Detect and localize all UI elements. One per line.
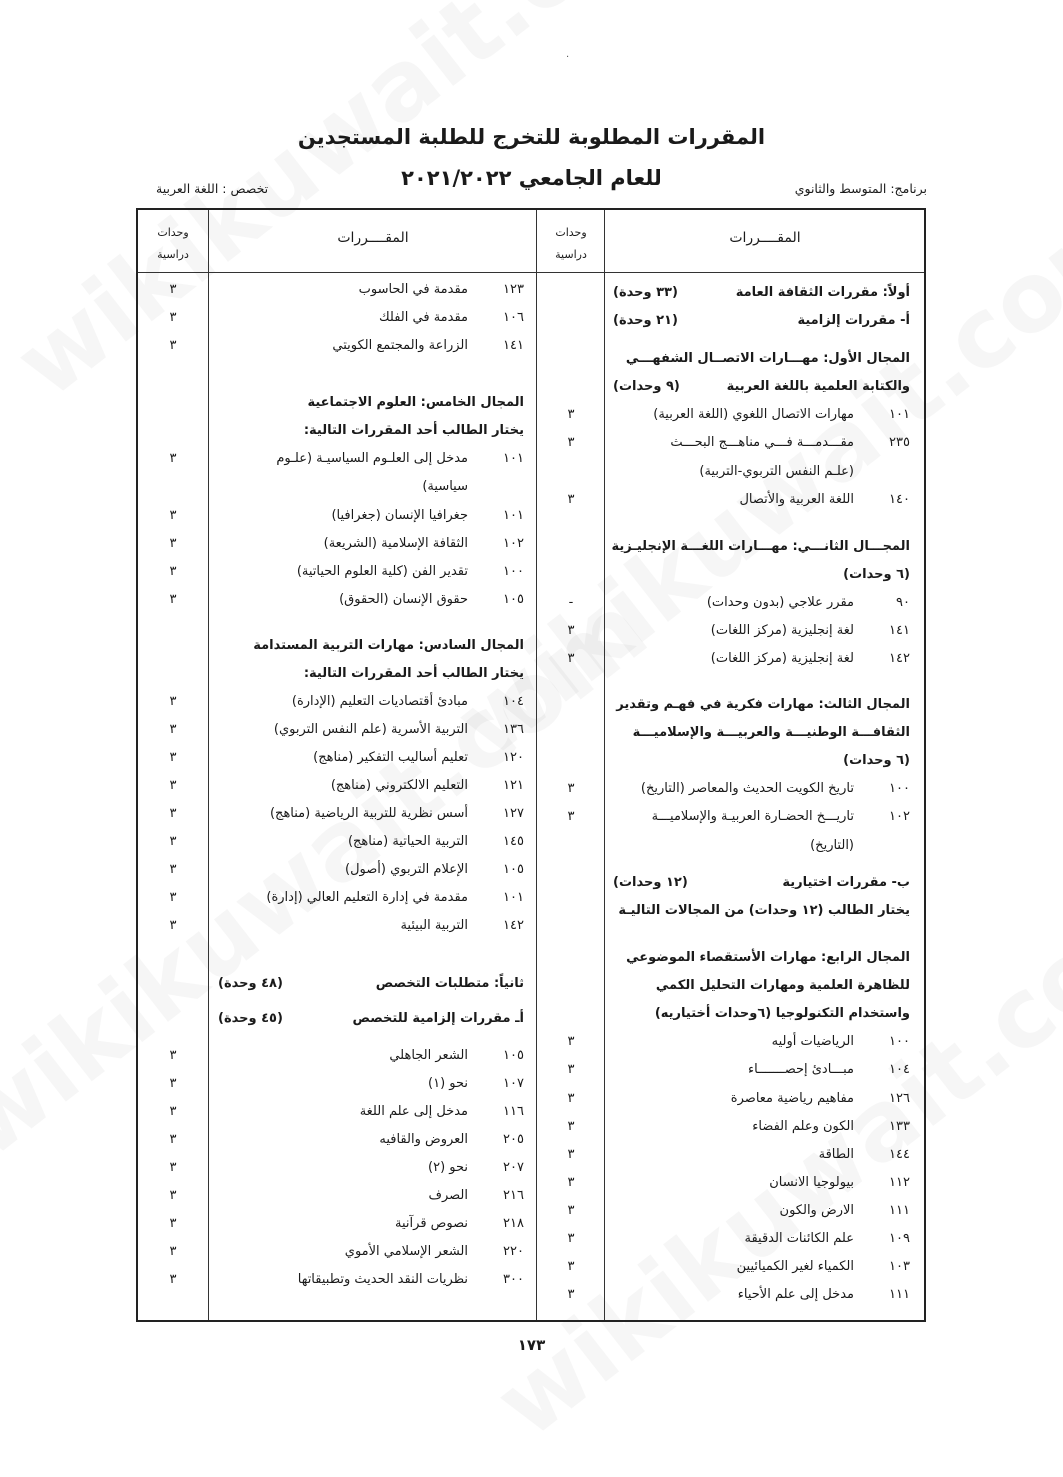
course-row	[711, 651, 910, 666]
course-row	[292, 694, 524, 709]
course-name: التربية البيئية	[400, 918, 468, 933]
course-units: ٣	[169, 1244, 177, 1259]
course-units: ٣	[169, 1272, 177, 1287]
course-code: ١٠٥	[503, 592, 524, 607]
course-name: الارض والكون	[779, 1203, 854, 1218]
section-heading-text: (٦ وحدات)	[843, 753, 910, 768]
course-row	[270, 806, 524, 821]
section-heading-text: المجال الخامس: العلوم الاجتماعية	[307, 395, 524, 410]
section-heading	[626, 950, 910, 965]
course-name: التعليم الالكتروني (مناهج)	[330, 778, 468, 793]
course-code: ١١٦	[503, 1104, 524, 1119]
course-units: ٣	[567, 1147, 575, 1162]
section-heading	[843, 753, 910, 768]
section-heading	[797, 313, 910, 328]
course-units: ٣	[169, 282, 177, 297]
course-units: ٣	[567, 1119, 575, 1134]
course-name: تاريـــخ الحضـارة العربيـة والإسلاميـــة	[651, 809, 854, 824]
course-name: تعليم أساليب التفكير (مناهج)	[313, 750, 468, 765]
course-name: مبـــادئ إحصـــــــاء	[747, 1062, 854, 1077]
course-row	[379, 310, 524, 325]
course-name: علم الكائنات الدقيقة	[744, 1231, 854, 1246]
course-code: ١٠٤	[503, 694, 524, 709]
section-heading-text: أولاً: مقررات الثقافة العامة	[735, 285, 910, 300]
course-code: ١٤٤	[889, 1147, 910, 1162]
section-heading	[304, 666, 524, 681]
section-heading-text: المجـــال الثانـــي: مهـــارات اللغـــة الإنجليـزية	[611, 539, 910, 554]
course-row	[772, 1034, 910, 1049]
section-heading-text: المجال الأول: مهـــارات الاتصــال الشفهـــي	[625, 351, 910, 366]
course-name: نحو (١)	[428, 1076, 468, 1091]
course-name: مقدمة في الفلك	[378, 310, 468, 325]
course-row	[331, 778, 524, 793]
section-heading-text: (٦ وحدات)	[843, 567, 910, 582]
course-code: ٢١٦	[503, 1188, 524, 1203]
page-title: المقررات المطلوبة للتخرج للطلبة المستجدين	[297, 125, 766, 149]
section-heading	[618, 903, 910, 918]
course-units: ٣	[169, 1048, 177, 1063]
section-heading	[307, 395, 524, 410]
section-heading-text: الثقافـــة الوطنيـــة والعربيـــة والإسلاميـــة	[632, 725, 910, 740]
course-row	[738, 1287, 910, 1302]
specialty-label: تخصص : اللغة العربية	[156, 181, 269, 196]
course-units: ٣	[169, 890, 177, 905]
course-code: ١٢٦	[889, 1091, 910, 1106]
section-units-total: (٢١ وحدة)	[613, 313, 678, 328]
section-heading	[633, 725, 910, 740]
course-units: ٣	[567, 1091, 575, 1106]
course-name: الصرف	[428, 1188, 468, 1203]
course-row	[298, 1272, 524, 1287]
course-units: ٣	[169, 1216, 177, 1231]
section-heading	[655, 1006, 910, 1021]
course-units: ٣	[169, 1104, 177, 1119]
course-units: ٣	[567, 435, 575, 450]
section-heading-text: المجال الثالث: مهارات فكرية في فهـم وتقدير	[616, 697, 910, 712]
section-heading-text: يختار الطالب أحد المقررات التالية:	[303, 423, 524, 438]
course-code: ١٠١	[503, 890, 524, 905]
section-heading	[352, 1011, 524, 1026]
course-code: ١٢٣	[503, 282, 524, 297]
course-name: مقدمة في الحاسوب	[358, 282, 468, 297]
course-name: جغرافيا الإنسان (جغرافيا)	[331, 508, 468, 523]
course-code: ١١١	[889, 1287, 910, 1302]
course-code: ١١١	[889, 1203, 910, 1218]
course-code: ٢١٨	[503, 1216, 524, 1231]
course-name: نظريات النقد الحديث وتطبيقاتها	[297, 1272, 468, 1287]
course-code: ١٢٠	[503, 750, 524, 765]
course-code: ١٠٩	[889, 1231, 910, 1246]
course-units: ٣	[567, 781, 575, 796]
page-mark: ·	[566, 52, 570, 63]
course-units: ٣	[169, 806, 177, 821]
course-units: -	[568, 595, 574, 610]
course-code: ١٤٠	[889, 492, 910, 507]
course-name: الشعر الجاهلي	[389, 1048, 468, 1063]
section-units-total: (١٢ وحدات)	[613, 875, 688, 890]
course-code: ١٠٧	[503, 1076, 524, 1091]
section-heading	[843, 567, 910, 582]
course-units: ٣	[169, 1076, 177, 1091]
course-name: مهارات الاتصال اللغوي (اللغة العربية)	[653, 407, 854, 422]
course-code: ١٠١	[503, 451, 524, 466]
course-code: ٩٠	[896, 595, 910, 610]
course-code: ١١٢	[889, 1175, 910, 1190]
section-heading-text: أـ مقررات إلزامية للتخصص	[352, 1011, 524, 1026]
section-heading-text: أ- مقررات إلزامية	[797, 313, 910, 328]
course-code: ١٠١	[503, 508, 524, 523]
course-name: مقدمة في إدارة التعليم العالي (إدارة)	[266, 890, 468, 905]
course-row	[731, 1091, 910, 1106]
course-units: ٣	[567, 651, 575, 666]
course-units: ٣	[567, 809, 575, 824]
course-units: ٣	[169, 750, 177, 765]
course-row	[752, 1119, 910, 1134]
course-row	[400, 918, 524, 933]
page-subtitle: للعام الجامعي ٢٠٢١/٢٠٢٢	[401, 166, 662, 190]
course-code: ١٠٥	[503, 862, 524, 877]
course-row	[748, 1062, 910, 1077]
course-code: ١٠٠	[503, 564, 524, 579]
header-divider	[138, 272, 924, 273]
section-heading	[727, 379, 910, 394]
course-units: ٣	[169, 310, 177, 325]
course-name: مبادئ أقتصاديات التعليم (الإدارة)	[291, 694, 468, 709]
course-row	[395, 1216, 524, 1231]
course-name: الشعر الإسلامي الأموي	[344, 1244, 468, 1259]
section-units-total: (٩ وحدات)	[613, 379, 680, 394]
units-header-line2: دراسية	[555, 248, 587, 261]
course-name: اللغة العربية والأتصال	[739, 492, 854, 507]
section-heading-text: يختار الطالب (١٢ وحدات) من المجالات التاليـة	[618, 903, 910, 918]
course-row	[331, 508, 524, 523]
course-code: ٢٢٠	[503, 1244, 524, 1259]
course-name: (التاريخ)	[810, 838, 854, 853]
course-row	[652, 809, 910, 824]
course-code: ١٤١	[889, 623, 910, 638]
course-code: ١٣٣	[889, 1119, 910, 1134]
course-name: نصوص قرآنية	[395, 1216, 468, 1231]
course-row	[429, 1188, 525, 1203]
course-row	[360, 1104, 524, 1119]
course-name: لغة إنجليزية (مركز اللغات)	[710, 623, 854, 638]
course-units: ٣	[169, 451, 177, 466]
header-courses-left: المقــــررات	[337, 230, 409, 246]
course-code: ١٠٢	[889, 809, 910, 824]
course-row	[707, 595, 910, 610]
section-heading	[616, 697, 910, 712]
course-name: الزراعة والمجتمع الكويتي	[332, 338, 468, 353]
course-name: مدخل إلى العلـوم السياسيـة (علـوم	[276, 451, 468, 466]
course-units: ٣	[169, 694, 177, 709]
course-row	[266, 890, 524, 905]
section-heading	[253, 638, 524, 653]
section-heading-text: واستخدام التكنولوجيا (٦وحدات أختياريه)	[654, 1006, 910, 1021]
header-units-left	[139, 222, 207, 266]
header-courses-right: المقــــررات	[729, 230, 801, 246]
course-name: حقوق الإنسان (الحقوق)	[339, 592, 468, 607]
column-divider	[208, 210, 209, 1320]
course-units: ٣	[169, 834, 177, 849]
course-units: ٣	[169, 536, 177, 551]
course-row	[324, 536, 524, 551]
course-name: الرياضيات أوليه	[771, 1034, 854, 1049]
course-row	[780, 1203, 910, 1218]
course-row	[379, 1132, 524, 1147]
course-row	[274, 722, 524, 737]
course-units: ٣	[567, 1062, 575, 1077]
course-units: ٣	[169, 564, 177, 579]
section-units-total: (٤٥ وحدة)	[218, 1011, 283, 1026]
course-name: مقرر علاجي (بدون وحدات)	[706, 595, 854, 610]
section-heading-text: ثانياً: متطلبات التخصص	[375, 976, 524, 991]
course-name: الطاقة	[818, 1147, 854, 1162]
course-units: ٣	[567, 407, 575, 422]
course-units: ٣	[169, 338, 177, 353]
section-units-total: (٣٣ وحدة)	[613, 285, 678, 300]
course-code: ١٤١	[503, 338, 524, 353]
course-row	[313, 750, 524, 765]
header-units-right	[537, 222, 605, 266]
course-name: نحو (٢)	[428, 1160, 468, 1175]
course-code: ١٠١	[889, 407, 910, 422]
course-code: ١٣٦	[503, 722, 524, 737]
section-heading-text: للظاهرة العلمية ومهارات التحليل الكمي	[655, 978, 910, 993]
course-code: ١٠٣	[889, 1259, 910, 1274]
course-row	[339, 592, 524, 607]
course-units: ٣	[169, 592, 177, 607]
units-header-line1: وحدات	[157, 226, 189, 239]
course-code: ٢٠٧	[503, 1160, 524, 1175]
course-code: ١٤٢	[503, 918, 524, 933]
course-units: ٣	[567, 1034, 575, 1049]
course-code: ١٢١	[503, 778, 524, 793]
section-heading-text: ب- مقررات اختيارية	[782, 875, 910, 890]
course-row	[744, 1231, 910, 1246]
course-row	[428, 1160, 524, 1175]
course-units: ٣	[567, 1231, 575, 1246]
section-heading-text: المجال السادس: مهارات التربية المستدامة	[253, 638, 524, 653]
course-row	[389, 1048, 524, 1063]
course-units: ٣	[169, 918, 177, 933]
course-code: ١٠٢	[503, 536, 524, 551]
course-name: التربية الأسرية (علم النفس التربوي)	[273, 722, 468, 737]
course-code: ٢٣٥	[889, 435, 910, 450]
course-row	[332, 338, 524, 353]
section-units-total: (٤٨ وحدة)	[218, 976, 283, 991]
course-units: ٣	[567, 1175, 575, 1190]
course-code: ١٠٦	[503, 310, 524, 325]
course-units: ٣	[169, 508, 177, 523]
course-code: ١٠٥	[503, 1048, 524, 1063]
course-name: التربية الحياتية (مناهج)	[347, 834, 468, 849]
course-name-continuation	[422, 479, 524, 494]
course-units: ٣	[169, 778, 177, 793]
course-code: ١٠٤	[889, 1062, 910, 1077]
course-name-continuation	[810, 838, 910, 853]
course-units: ٣	[567, 1259, 575, 1274]
section-heading	[304, 423, 524, 438]
course-units: ٣	[567, 492, 575, 507]
course-name: مدخل إلى علم الأحياء	[737, 1287, 854, 1302]
course-units: ٣	[169, 1188, 177, 1203]
course-code: ١٠٠	[889, 781, 910, 796]
course-units: ٣	[567, 623, 575, 638]
course-row	[653, 407, 910, 422]
course-units: ٣	[567, 1203, 575, 1218]
course-name: مفاهيم رياضية معاصرة	[730, 1091, 854, 1106]
course-name-continuation	[699, 464, 910, 479]
section-heading	[656, 978, 910, 993]
course-code: ٢٠٥	[503, 1132, 524, 1147]
course-name: لغة إنجليزية (مركز اللغات)	[710, 651, 854, 666]
course-row	[345, 862, 524, 877]
course-units: ٣	[169, 1132, 177, 1147]
course-row	[359, 282, 524, 297]
course-code: ١٠٠	[889, 1034, 910, 1049]
course-row	[345, 1244, 524, 1259]
course-units: ٣	[567, 1287, 575, 1302]
course-row	[641, 781, 910, 796]
course-name: بيولوجيا الانسان	[769, 1175, 854, 1190]
course-row	[711, 623, 910, 638]
course-code: ١٤٥	[503, 834, 524, 849]
units-header-line2: دراسية	[157, 248, 189, 261]
course-units: ٣	[169, 722, 177, 737]
section-heading-text: المجال الرابع: مهارات الأستقصاء الموضوعي	[626, 950, 910, 965]
section-heading	[626, 351, 910, 366]
course-code: ٣٠٠	[503, 1272, 524, 1287]
course-row	[276, 451, 524, 466]
section-heading	[376, 976, 524, 991]
units-header-line1: وحدات	[555, 226, 587, 239]
course-row	[769, 1175, 910, 1190]
course-code: ١٤٢	[889, 651, 910, 666]
course-row	[297, 564, 524, 579]
course-units: ٣	[169, 862, 177, 877]
course-row	[348, 834, 524, 849]
course-units: ٣	[169, 1160, 177, 1175]
courses-table	[136, 208, 926, 1322]
course-row	[670, 435, 910, 450]
course-row	[737, 1259, 910, 1274]
course-name: سياسية)	[422, 479, 468, 494]
section-heading	[736, 285, 910, 300]
course-name: (علـم النفس التربوي-التربية)	[699, 464, 854, 479]
course-name: مدخل إلى علم اللغة	[359, 1104, 468, 1119]
page-number: ١٧٣	[517, 1336, 546, 1354]
section-heading	[612, 539, 910, 554]
course-name: مقـــدمـــة فـــي مناهـــج البحـــث	[670, 435, 854, 450]
course-name: الإعلام التربوي (أصول)	[345, 862, 468, 877]
course-name: أسس نظرية للتربية الرياضية (مناهج)	[269, 806, 468, 821]
course-name: الثقافة الإسلامية (الشريعة)	[323, 536, 468, 551]
course-name: تقدير الفن (كلية العلوم الحياتية)	[296, 564, 468, 579]
course-name: العروض والقافيه	[379, 1132, 468, 1147]
section-heading-text: والكتابة العلمية باللغة العربية	[726, 379, 910, 394]
section-heading	[782, 875, 910, 890]
course-code: ١٢٧	[503, 806, 524, 821]
course-row	[819, 1147, 910, 1162]
course-name: تاريخ الكويت الحديث والمعاصر (التاريخ)	[640, 781, 854, 796]
course-name: الكمياء لغير الكميائيين	[736, 1259, 854, 1274]
program-label: برنامج: المتوسط والثانوي	[794, 181, 927, 196]
course-name: الكون وعلم الفضاء	[752, 1119, 854, 1134]
course-row	[428, 1076, 524, 1091]
section-heading-text: يختار الطالب أحد المقررات التالية:	[303, 666, 524, 681]
course-row	[739, 492, 910, 507]
